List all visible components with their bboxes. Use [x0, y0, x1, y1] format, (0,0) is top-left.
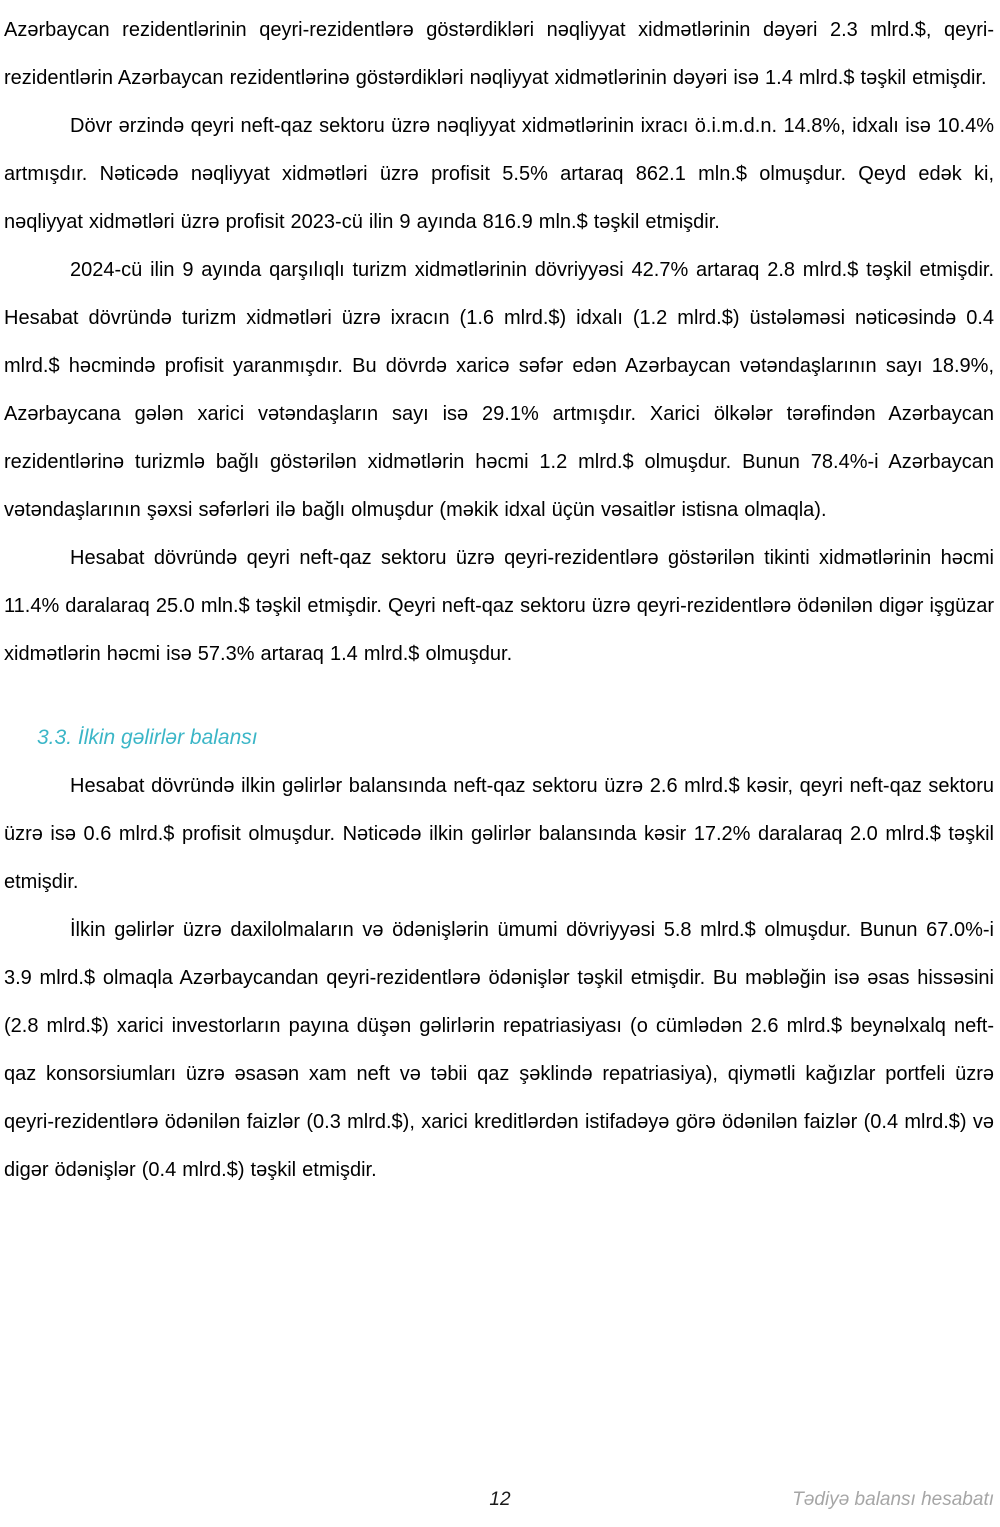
page-number: 12 [489, 1489, 511, 1510]
body-paragraph: Azərbaycan rezidentlərinin qeyri-rezidentlərə göstərdikləri nəqliyyat xidmətlərinin dəyəri 2.3 mlrd.$, qeyri-rezidentlərin Azərbaycan rezidentlərinə göstərdikləri nəqliyyat xidmətlərinin dəyəri isə 1.4 mlrd.$ təşkil etmişdir. [4, 19, 994, 89]
body-paragraph: Dövr ərzində qeyri neft-qaz sektoru üzrə nəqliyyat xidmətlərinin ixracı ö.i.m.d.n. 14.8%, idxalı isə 10.4% artmışdır. Nəticədə nəqliyyat xidmətləri üzrə profisit 5.5% artaraq 862.1 mln.$ olmuşdur. Qeyd edək ki, nəqliyyat xidmətləri üzrə profisit 2023-cü ilin 9 ayında 816.9 mln.$ təşkil etmişdir. [4, 115, 994, 233]
body-paragraph: Hesabat dövründə ilkin gəlirlər balansında neft-qaz sektoru üzrə 2.6 mlrd.$ kəsir, qeyri neft-qaz sektoru üzrə isə 0.6 mlrd.$ profisit olmuşdur. Nəticədə ilkin gəlirlər balansında kəsir 17.2% daralaraq 2.0 mlrd.$ təşkil etmişdir. [4, 775, 994, 893]
body-paragraph: İlkin gəlirlər üzrə daxilolmaların və ödənişlərin ümumi dövriyyəsi 5.8 mlrd.$ olmuşdur. Bunun 67.0%-i 3.9 mlrd.$ olmaqla Azərbaycandan qeyri-rezidentlərə ödənişlər təşkil etmişdir. Bu məbləğin isə əsas hissəsini (2.8 mlrd.$) xarici investorların payına düşən gəlirlərin repatriasiyası (o cümlədən 2.6 mlrd.$ beynəlxalq neft-qaz konsorsiumları üzrə əsasən xam neft və təbii qaz şəklində repatriasiya), qiymətli kağızlar portfeli üzrə qeyri-rezidentlərə ödənilən faizlər (0.3 mlrd.$), xarici kreditlərdən istifadəyə görə ödənilən faizlər (0.4 mlrd.$) və digər ödənişlər (0.4 mlrd.$) təşkil etmişdir. [4, 919, 994, 1181]
page-footer [0, 1489, 1000, 1515]
report-footer-title: Tədiyə balansı hesabatı [792, 1489, 994, 1510]
body-paragraph: Hesabat dövründə qeyri neft-qaz sektoru üzrə qeyri-rezidentlərə göstərilən tikinti xidmətlərinin həcmi 11.4% daralaraq 25.0 mln.$ təşkil etmişdir. Qeyri neft-qaz sektoru üzrə qeyri-rezidentlərə ödənilən digər işgüzar xidmətlərin həcmi isə 57.3% artaraq 1.4 mlrd.$ olmuşdur. [4, 547, 994, 665]
body-paragraph: 2024-cü ilin 9 ayında qarşılıqlı turizm xidmətlərinin dövriyyəsi 42.7% artaraq 2.8 mlrd.$ təşkil etmişdir. Hesabat dövründə turizm xidmətləri üzrə ixracın (1.6 mlrd.$) idxalı (1.2 mlrd.$) üstələməsi nəticəsində 0.4 mlrd.$ həcmində profisit yaranmışdır. Bu dövrdə xaricə səfər edən Azərbaycan vətəndaşlarının sayı 18.9%, Azərbaycana gələn xarici vətəndaşların sayı isə 29.1% artmışdır. Xarici ölkələr tərəfindən Azərbaycan rezidentlərinə turizmlə bağlı göstərilən xidmətlərin həcmi 1.2 mlrd.$ olmuşdur. Bunun 78.4%-i Azərbaycan vətəndaşlarının şəxsi səfərləri ilə bağlı olmuşdur (məkik idxal üçün vəsaitlər istisna olmaqla). [4, 259, 994, 521]
section-heading: 3.3. İlkin gəlirlər balansı [37, 726, 258, 749]
